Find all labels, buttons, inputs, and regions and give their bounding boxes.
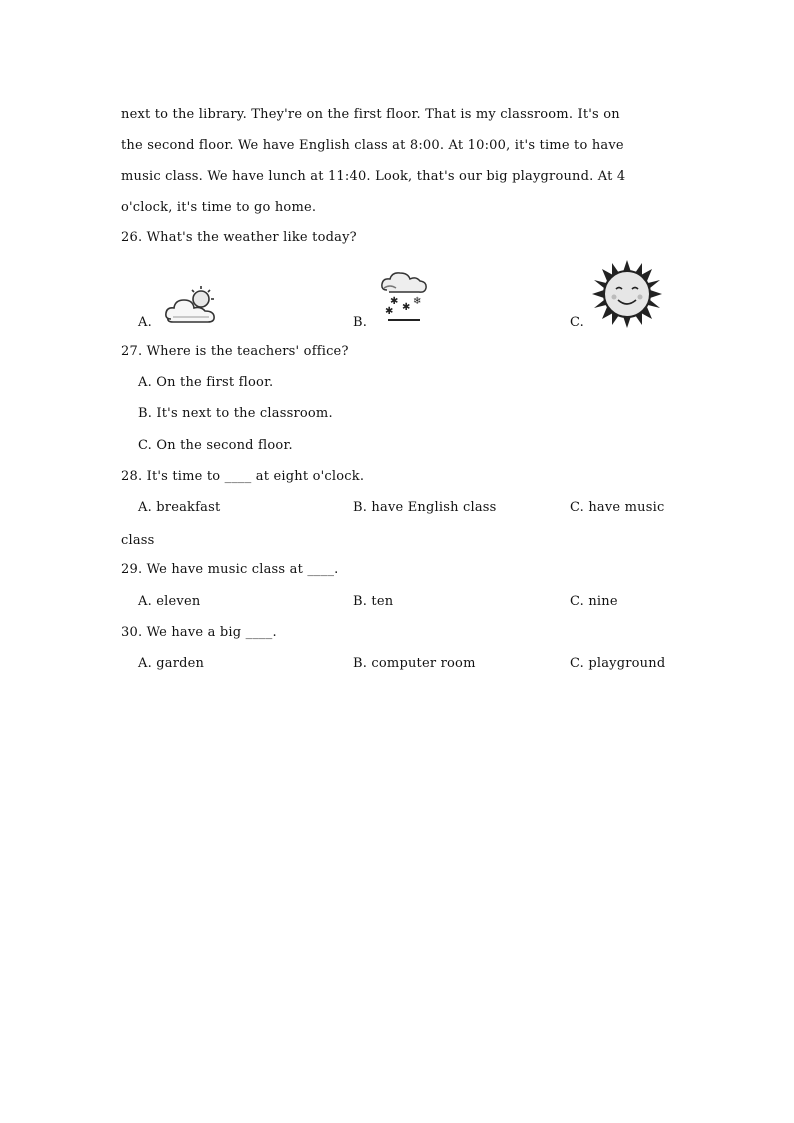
- q30-option-c[interactable]: C. playground: [570, 656, 666, 671]
- q27-option-b[interactable]: B. It's next to the classroom.: [138, 406, 333, 421]
- passage-line: music class. We have lunch at 11:40. Look, that's our big playground. At 4: [121, 169, 626, 184]
- passage-line: next to the library. They're on the first floor. That is my classroom. It's on: [121, 107, 620, 122]
- q28-option-c-wrap: class: [121, 533, 155, 548]
- passage-line: o'clock, it's time to go home.: [121, 200, 317, 215]
- q29-option-b[interactable]: B. ten: [353, 594, 394, 609]
- q27-option-c[interactable]: C. On the second floor.: [138, 438, 293, 453]
- q30-option-a[interactable]: A. garden: [138, 656, 205, 671]
- q29-option-a[interactable]: A. eleven: [138, 594, 201, 609]
- question-28-stem: 28. It's time to ____ at eight o'clock.: [121, 469, 365, 484]
- svg-text:✱: ✱: [390, 296, 399, 307]
- q28-option-c[interactable]: C. have music: [570, 500, 665, 515]
- sun-icon: [592, 260, 662, 328]
- partly-cloudy-icon: [163, 281, 219, 325]
- q28-option-a[interactable]: A. breakfast: [138, 500, 221, 515]
- q27-option-a[interactable]: A. On the first floor.: [138, 375, 274, 390]
- q29-option-c[interactable]: C. nine: [570, 594, 618, 609]
- q30-option-b[interactable]: B. computer room: [353, 656, 476, 671]
- question-30-stem: 30. We have a big ____.: [121, 625, 277, 640]
- snow-cloud-icon: [380, 270, 430, 324]
- passage-line: the second floor. We have English class at 8:00. At 10:00, it's time to have: [121, 138, 624, 153]
- q28-option-b[interactable]: B. have English class: [353, 500, 497, 515]
- question-29-stem: 29. We have music class at ____.: [121, 562, 339, 577]
- svg-text:✱: ✱: [385, 306, 394, 317]
- svg-text:❄: ❄: [413, 296, 422, 307]
- question-26-stem: 26. What's the weather like today?: [121, 230, 357, 245]
- question-27-stem: 27. Where is the teachers' office?: [121, 344, 349, 359]
- svg-text:✱: ✱: [402, 302, 411, 313]
- q26-option-b-label: B.: [353, 315, 368, 330]
- q26-option-c-label: C.: [570, 315, 585, 330]
- q26-option-a-label: A.: [138, 315, 152, 330]
